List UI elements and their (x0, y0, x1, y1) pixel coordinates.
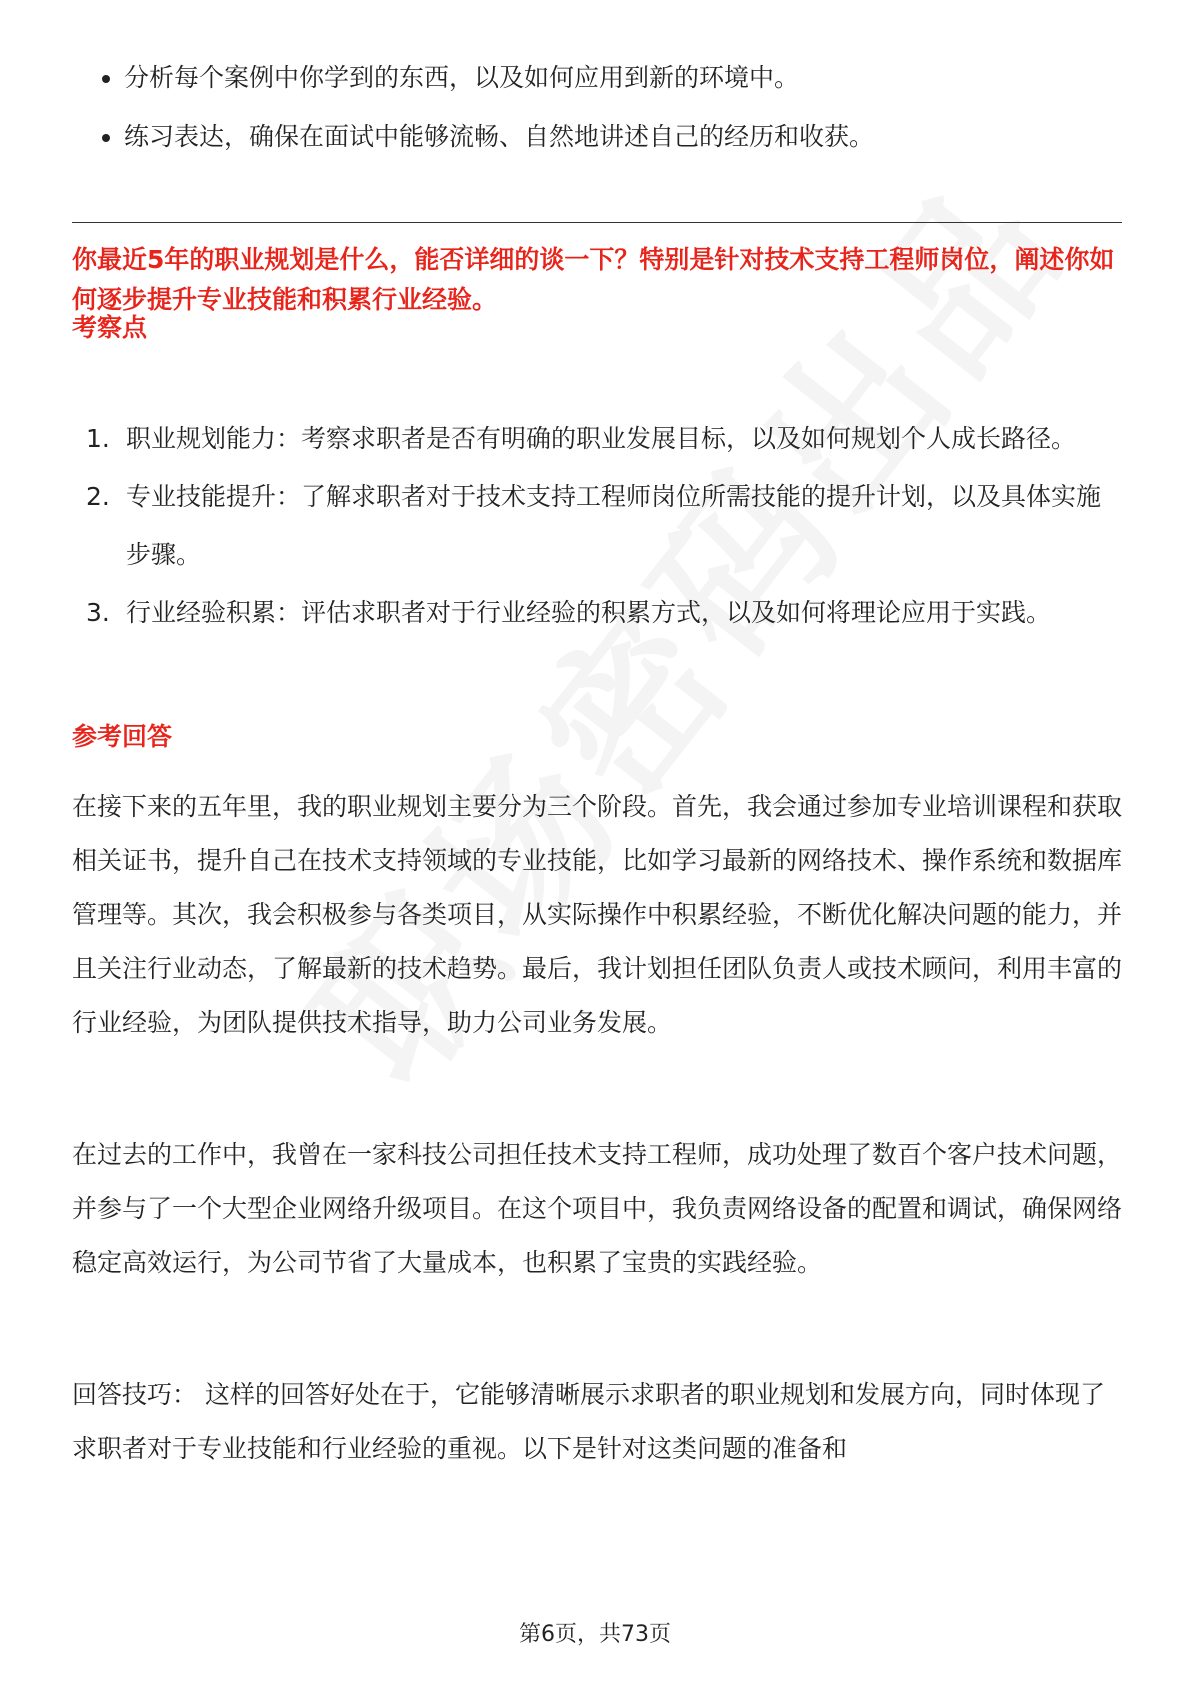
answer-tip-paragraph: 回答技巧： 这样的回答好处在于，它能够清晰展示求职者的职业规划和发展方向，同时体现了求职者对于专业技能和行业经验的重视。以下是针对这类问题的准备和 (72, 1380, 1105, 1463)
interview-question: 你最近5年的职业规划是什么，能否详细的谈一下？特别是针对技术支持工程师岗位，阐述你如何逐步提升专业技能和积累行业经验。 (72, 245, 1115, 314)
list-text: 行业经验积累：评估求职者对于行业经验的积累方式，以及如何将理论应用于实践。 (126, 598, 1052, 627)
list-number: 2. (86, 482, 110, 511)
list-item: 练习表达，确保在面试中能够流畅、自然地讲述自己的经历和收获。 (72, 117, 1122, 157)
answer-paragraph: 在接下来的五年里，我的职业规划主要分为三个阶段。首先，我会通过参加专业培训课程和获取相关证书，提升自己在技术支持领域的专业技能，比如学习最新的网络技术、操作系统和数据库管理等。其次，我会积极参与各类项目，从实际操作中积累经验，不断优化解决问题的能力，并且关注行业动态，了解最新的技术趋势。最后，我计划担任团队负责人或技术顾问，利用丰富的行业经验，为团队提供技术指导，助力公司业务发展。 (72, 792, 1123, 1037)
section-divider (72, 222, 1122, 223)
list-number: 3. (86, 598, 110, 627)
list-text: 职业规划能力：考察求职者是否有明确的职业发展目标，以及如何规划个人成长路径。 (126, 424, 1077, 453)
list-item (72, 584, 1122, 642)
answer-paragraph: 在过去的工作中，我曾在一家科技公司担任技术支持工程师，成功处理了数百个客户技术问题，并参与了一个大型企业网络升级项目。在这个项目中，我负责网络设备的配置和调试，确保网络稳定高效运行，为公司节省了大量成本，也积累了宝贵的实践经验。 (72, 1140, 1123, 1277)
list-number: 1. (86, 424, 110, 453)
tips-bullet-list (72, 58, 1122, 176)
answer-title: 参考回答 (72, 722, 173, 751)
assessment-list (72, 410, 1122, 642)
list-item: 分析每个案例中你学到的东西，以及如何应用到新的环境中。 (72, 58, 1122, 98)
page-number: 第6页，共73页 (519, 1622, 671, 1647)
list-text: 专业技能提升：了解求职者对于技术支持工程师岗位所需技能的提升计划，以及具体实施步骤。 (126, 482, 1102, 569)
list-item (72, 468, 1122, 584)
assessment-title: 考察点 (72, 313, 148, 342)
list-item (72, 410, 1122, 468)
